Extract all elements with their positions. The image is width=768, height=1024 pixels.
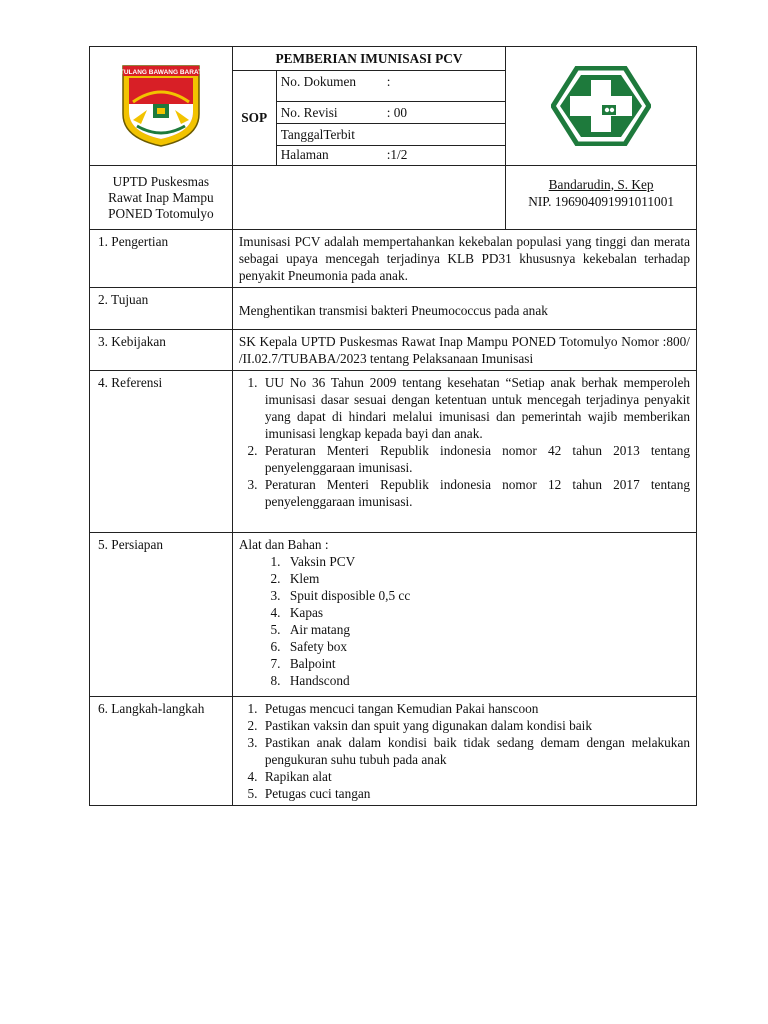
list-item: 5. Air matang — [284, 621, 690, 638]
signer-block — [506, 165, 697, 229]
list-item: 6. Safety box — [284, 638, 690, 655]
institution-name: UPTD Puskesmas Rawat Inap Mampu PONED Totomulyo — [90, 165, 233, 229]
blank-cell — [232, 165, 505, 229]
signer-name: Bandarudin, S. Kep — [548, 176, 654, 192]
list-item: 3. Pastikan anak dalam kondisi baik tidak sedang demam dengan melakukan pengukuran suhu tubuh pada anak — [261, 734, 690, 768]
meta-row-tanggal: TanggalTerbit — [277, 123, 506, 145]
list-item: 4. Kapas — [284, 604, 690, 621]
persiapan-intro: Alat dan Bahan : — [238, 536, 329, 552]
list-referensi — [232, 370, 696, 532]
puskesmas-logo — [551, 66, 651, 146]
list-item: 2. Pastikan vaksin dan spuit yang digunakan dalam kondisi baik — [261, 717, 690, 734]
list-item: 3. Peraturan Menteri Republik indonesia nomor 12 tahun 2017 tentang penyelenggaraan imunisasi. — [261, 476, 690, 510]
text-tujuan: Menghentikan transmisi bakteri Pneumococcus pada anak — [232, 287, 696, 329]
list-item: 1. UU No 36 Tahun 2009 tentang kesehatan “Setiap anak berhak memperoleh imunisasi dasar sesuai dengan ketentuan untuk mencegah terjadinya penyakit yang dapat di hindari melalui imunisasi dan pemerintah wajib memberikan imunisasi lengkap kepada bayi dan anak. — [261, 374, 690, 442]
text-pengertian: Imunisasi PCV adalah mempertahankan kekebalan populasi yang tinggi dan merata sebagai upaya mencegah terjadinya KLB PD31 khususnya kekebalan terhadap penyakit Pneumonia pada anak. — [232, 229, 696, 287]
label-kebijakan: 3. Kebijakan — [90, 329, 233, 370]
meta-row-revisi: No. Revisi : 00 — [280, 104, 408, 120]
sop-document — [89, 46, 724, 806]
content-table — [89, 229, 724, 806]
list-item: 3. Spuit disposible 0,5 cc — [284, 587, 690, 604]
meta-row-dokumen: No. Dokumen : — [277, 71, 506, 101]
header-table — [89, 46, 697, 230]
label-langkah: 6. Langkah-langkah — [90, 696, 233, 805]
list-item: 2. Peraturan Menteri Republik indonesia nomor 42 tahun 2013 tentang penyelenggaraan imunisasi. — [261, 442, 690, 476]
label-persiapan: 5. Persiapan — [90, 532, 233, 696]
list-langkah — [232, 696, 696, 805]
list-item: 8. Handscond — [284, 672, 690, 689]
list-item: 1. Vaksin PCV — [284, 553, 690, 570]
document-title: PEMBERIAN IMUNISASI PCV — [232, 47, 505, 71]
tulang-bawang-barat-logo — [119, 64, 203, 148]
document-meta — [276, 71, 506, 166]
list-item: 5. Petugas cuci tangan — [261, 785, 690, 802]
logo-banner-text: TULANG BAWANG BARAT — [119, 68, 202, 76]
meta-row-halaman: Halaman :1/2 — [280, 146, 408, 162]
list-item: 2. Klem — [284, 570, 690, 587]
signer-nip: NIP. 196904091991011001 — [528, 193, 674, 209]
list-item: 4. Rapikan alat — [261, 768, 690, 785]
label-tujuan: 2. Tujuan — [90, 287, 233, 329]
label-referensi: 4. Referensi — [90, 370, 233, 532]
right-logo-cell — [506, 47, 697, 166]
list-item: 1. Petugas mencuci tangan Kemudian Pakai hanscoon — [261, 700, 690, 717]
left-logo-cell — [90, 47, 233, 166]
sop-label: SOP — [232, 71, 276, 166]
label-pengertian: 1. Pengertian — [90, 229, 233, 287]
list-persiapan — [232, 532, 696, 696]
text-kebijakan: SK Kepala UPTD Puskesmas Rawat Inap Mampu PONED Totomulyo Nomor :800/ /II.02.7/TUBABA/2023 tentang Pelaksanaan Imunisasi — [232, 329, 696, 370]
list-item: 7. Balpoint — [284, 655, 690, 672]
